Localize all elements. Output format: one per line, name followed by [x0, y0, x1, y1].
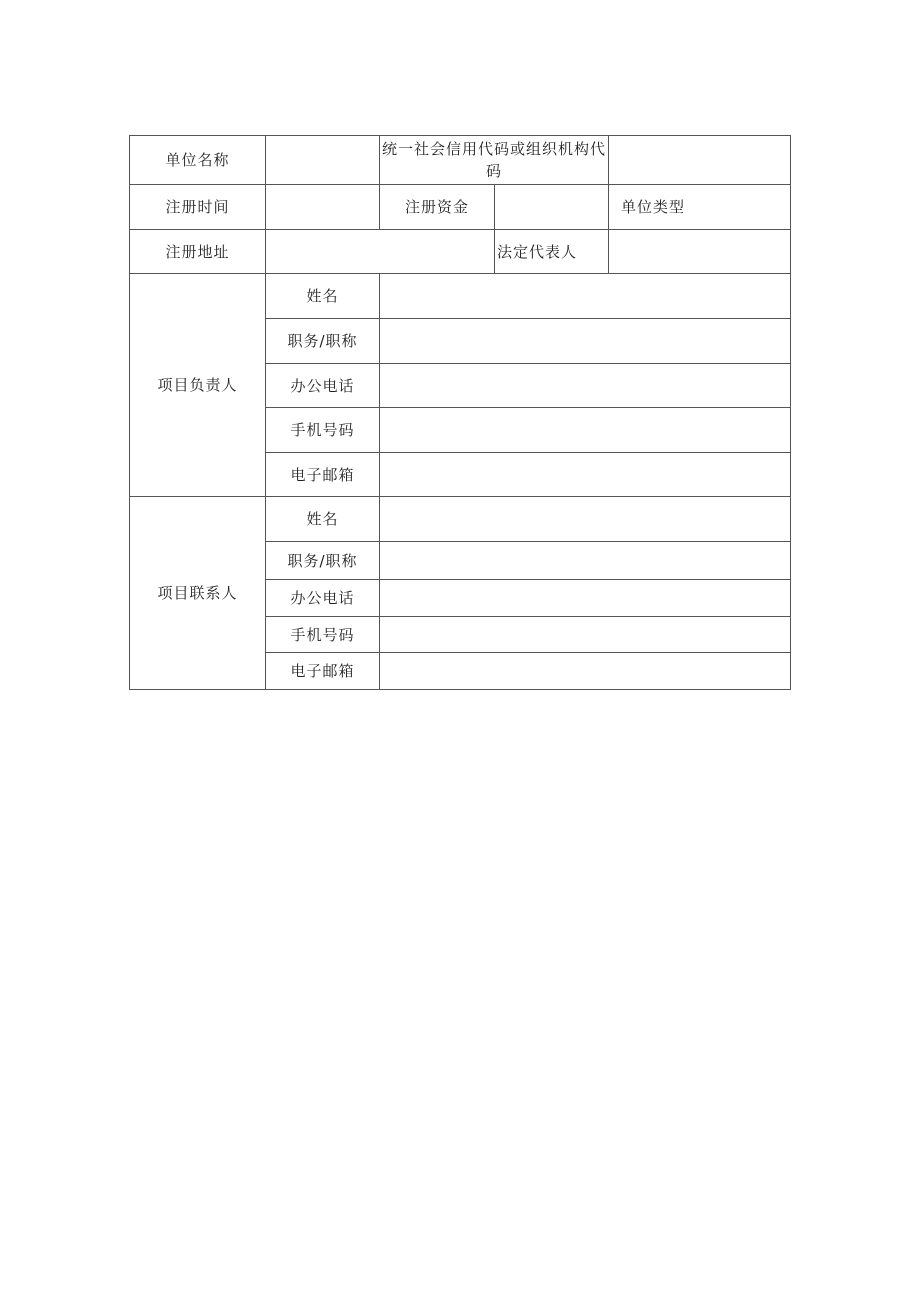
contact-office-phone-field[interactable] [380, 580, 791, 617]
contact-mobile-label: 手机号码 [266, 617, 380, 653]
project-leader-label: 项目负责人 [130, 274, 266, 497]
registration-form-table [129, 135, 791, 690]
reg-time-field[interactable] [266, 185, 380, 230]
reg-address-field[interactable] [266, 230, 495, 274]
credit-code-field[interactable] [609, 136, 791, 185]
contact-office-phone-label: 办公电话 [266, 580, 380, 617]
reg-capital-field[interactable] [495, 185, 609, 230]
leader-email-field[interactable] [380, 453, 791, 497]
contact-mobile-field[interactable] [380, 617, 791, 653]
row-contact-name [130, 497, 791, 542]
legal-rep-field[interactable] [609, 230, 791, 274]
credit-code-label: 统一社会信用代码或组织机构代码 [380, 136, 609, 185]
contact-email-field[interactable] [380, 653, 791, 690]
contact-email-label: 电子邮箱 [266, 653, 380, 690]
row-unit-name [130, 136, 791, 185]
leader-mobile-field[interactable] [380, 408, 791, 453]
row-registration-time [130, 185, 791, 230]
legal-rep-label: 法定代表人 [495, 230, 609, 274]
unit-name-field[interactable] [266, 136, 380, 185]
leader-office-phone-label: 办公电话 [266, 364, 380, 408]
leader-email-label: 电子邮箱 [266, 453, 380, 497]
project-contact-label: 项目联系人 [130, 497, 266, 690]
row-registration-address [130, 230, 791, 274]
leader-position-label: 职务/职称 [266, 319, 380, 364]
unit-type-label: 单位类型 [609, 185, 791, 230]
reg-capital-label: 注册资金 [380, 185, 495, 230]
reg-address-label: 注册地址 [130, 230, 266, 274]
reg-time-label: 注册时间 [130, 185, 266, 230]
contact-name-field[interactable] [380, 497, 791, 542]
leader-mobile-label: 手机号码 [266, 408, 380, 453]
leader-office-phone-field[interactable] [380, 364, 791, 408]
contact-position-label: 职务/职称 [266, 542, 380, 580]
contact-position-field[interactable] [380, 542, 791, 580]
leader-name-label: 姓名 [266, 274, 380, 319]
contact-name-label: 姓名 [266, 497, 380, 542]
unit-name-label: 单位名称 [130, 136, 266, 185]
leader-name-field[interactable] [380, 274, 791, 319]
row-leader-name [130, 274, 791, 319]
leader-position-field[interactable] [380, 319, 791, 364]
